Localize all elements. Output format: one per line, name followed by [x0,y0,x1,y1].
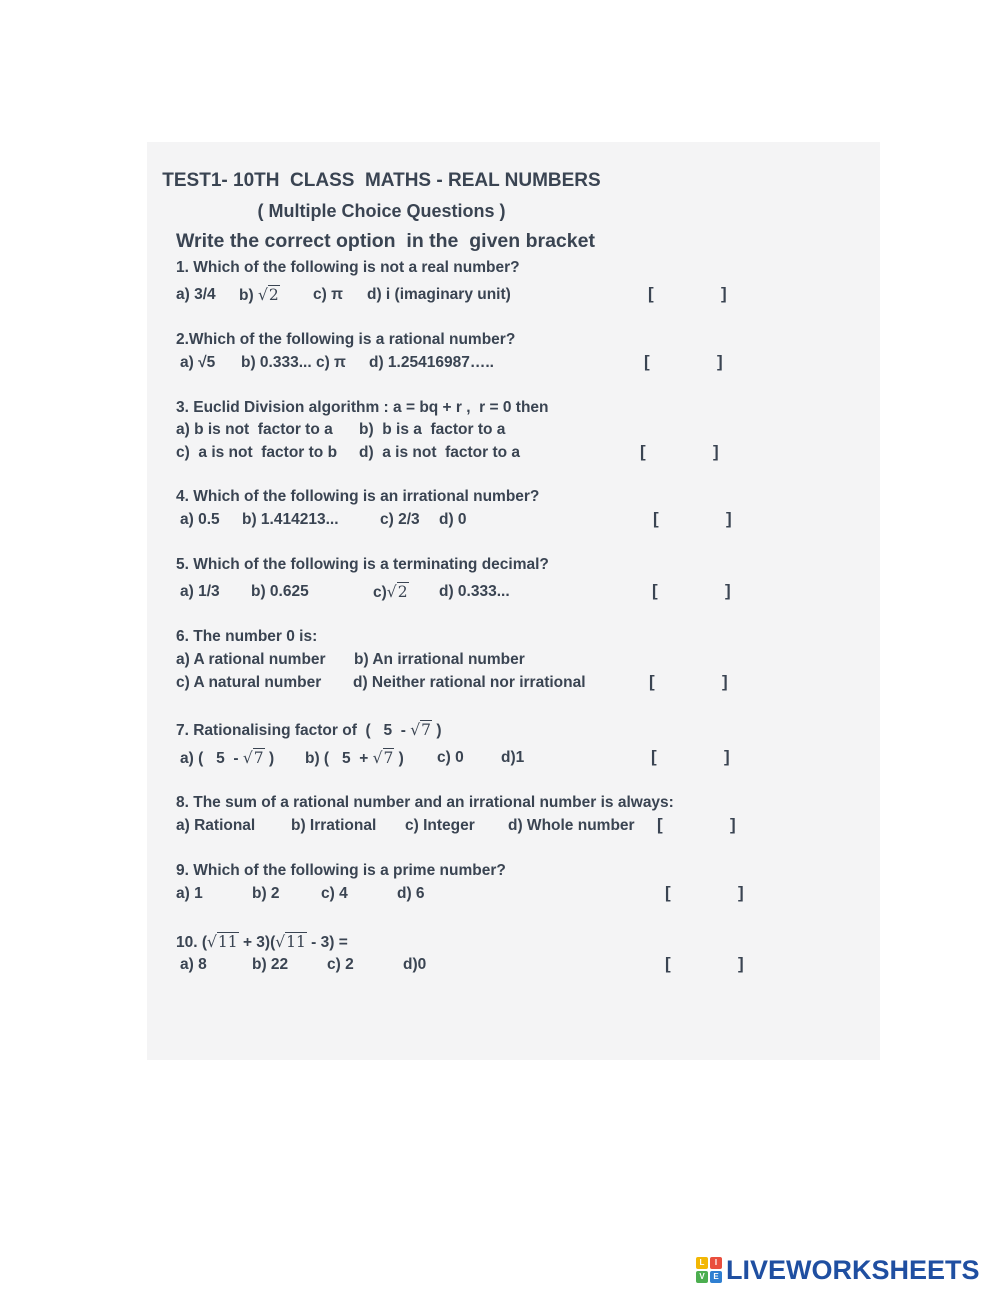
q4-bracket-close: ] [726,509,732,528]
question-1: 1. Which of the following is not a real number? [176,259,520,276]
q7-option-b: b) ( 5 + √7 ) [305,749,404,767]
q3-option-d: d) a is not factor to a [359,444,521,461]
q7-bracket-close: ] [724,747,730,766]
q2-option-d: d) 1.25416987….. [369,354,494,371]
q4-option-d: d) 0 [439,511,467,528]
q1-option-a: a) 3/4 [176,286,216,303]
q9-option-b: b) 2 [252,885,280,902]
q6-bracket-close: ] [722,672,728,691]
q5-option-d: d) 0.333... [439,583,510,600]
question-2: 2.Which of the following is a rational number? [176,331,516,348]
q7-option-d: d)1 [501,749,525,766]
q10-bracket-close: ] [738,954,744,973]
q10-option-b: b) 22 [252,956,289,973]
q1-bracket-open: [ [648,284,654,303]
q3-bracket-open: [ [640,442,646,461]
q3-option-c: c) a is not factor to b [176,444,338,461]
logo-block: L [696,1257,708,1269]
question-9: 9. Which of the following is a prime number? [176,862,506,879]
q6-option-b: b) An irrational number [354,651,525,668]
liveworksheets-logo[interactable] [696,1256,980,1284]
q1-option-d: d) i (imaginary unit) [367,286,511,303]
worksheet-subtitle: ( Multiple Choice Questions ) [257,201,506,221]
q3-option-b: b) b is a factor to a [359,421,506,438]
logo-blocks-icon [696,1257,722,1283]
question-5: 5. Which of the following is a terminating decimal? [176,556,549,573]
q2-bracket-open: [ [644,352,650,371]
q10-bracket-open: [ [665,954,671,973]
q8-option-a: a) Rational [176,817,256,834]
sqrt-symbol: √2 [386,583,408,601]
q5-bracket-close: ] [725,581,731,600]
q3-option-a: a) b is not factor to a [176,421,333,438]
q6-option-a: a) A rational number [176,651,326,668]
q10-option-c: c) 2 [327,956,354,973]
logo-text: LIVEWORKSHEETS [726,1254,980,1285]
q8-option-b: b) Irrational [291,817,377,834]
q3-bracket-close: ] [713,442,719,461]
sqrt-symbol: √11 [207,933,238,951]
q4-option-a: a) 0.5 [180,511,220,528]
sqrt-symbol: √7 [372,749,394,767]
q5-option-b: b) 0.625 [251,583,309,600]
question-10: 10. (√11 + 3)(√11 - 3) = [176,933,348,951]
q8-option-c: c) Integer [405,817,475,834]
q7-option-a: a) ( 5 - √7 ) [180,749,275,767]
question-3: 3. Euclid Division algorithm : a = bq + r , r = 0 then [176,399,549,416]
question-8: 8. The sum of a rational number and an irrational number is always: [176,794,674,811]
q2-option-b: b) 0.333... c) π [241,354,346,371]
question-6: 6. The number 0 is: [176,628,318,645]
question-7: 7. Rationalising factor of ( 5 - √7 ) [176,721,442,739]
logo-block: E [710,1271,722,1283]
q6-option-d: d) Neither rational nor irrational [353,674,586,691]
q2-bracket-close: ] [717,352,723,371]
logo-block: I [710,1257,722,1269]
q9-option-c: c) 4 [321,885,348,902]
sqrt-symbol: √7 [410,721,432,739]
q8-bracket-open: [ [657,815,663,834]
q1-option-b: b) √2 [239,286,279,304]
q6-option-c: c) A natural number [176,674,322,691]
instruction: Write the correct option in the given bracket [176,230,595,252]
q1-option-c: c) π [313,286,343,303]
q1-bracket-close: ] [721,284,727,303]
q9-option-a: a) 1 [176,885,203,902]
q8-option-d: d) Whole number [508,817,635,834]
q5-option-c: c)√2 [373,583,408,601]
question-4: 4. Which of the following is an irrational number? [176,488,540,505]
q10-option-a: a) 8 [180,956,207,973]
q4-bracket-open: [ [653,509,659,528]
sqrt-symbol: √11 [275,933,306,951]
q7-option-c: c) 0 [437,749,464,766]
q9-option-d: d) 6 [397,885,425,902]
q5-option-a: a) 1/3 [180,583,220,600]
q6-bracket-open: [ [649,672,655,691]
logo-block: V [696,1271,708,1283]
q2-option-a: a) √5 [180,354,216,371]
q7-bracket-open: [ [651,747,657,766]
q4-option-c: c) 2/3 [380,511,420,528]
sqrt-symbol: √2 [257,286,279,304]
worksheet-title: TEST1- 10TH CLASS MATHS - REAL NUMBERS [162,170,601,191]
q10-option-d: d)0 [403,956,427,973]
q8-bracket-close: ] [730,815,736,834]
q9-bracket-close: ] [738,883,744,902]
q5-bracket-open: [ [652,581,658,600]
q4-option-b: b) 1.414213... [242,511,339,528]
q9-bracket-open: [ [665,883,671,902]
sqrt-symbol: √7 [242,749,264,767]
